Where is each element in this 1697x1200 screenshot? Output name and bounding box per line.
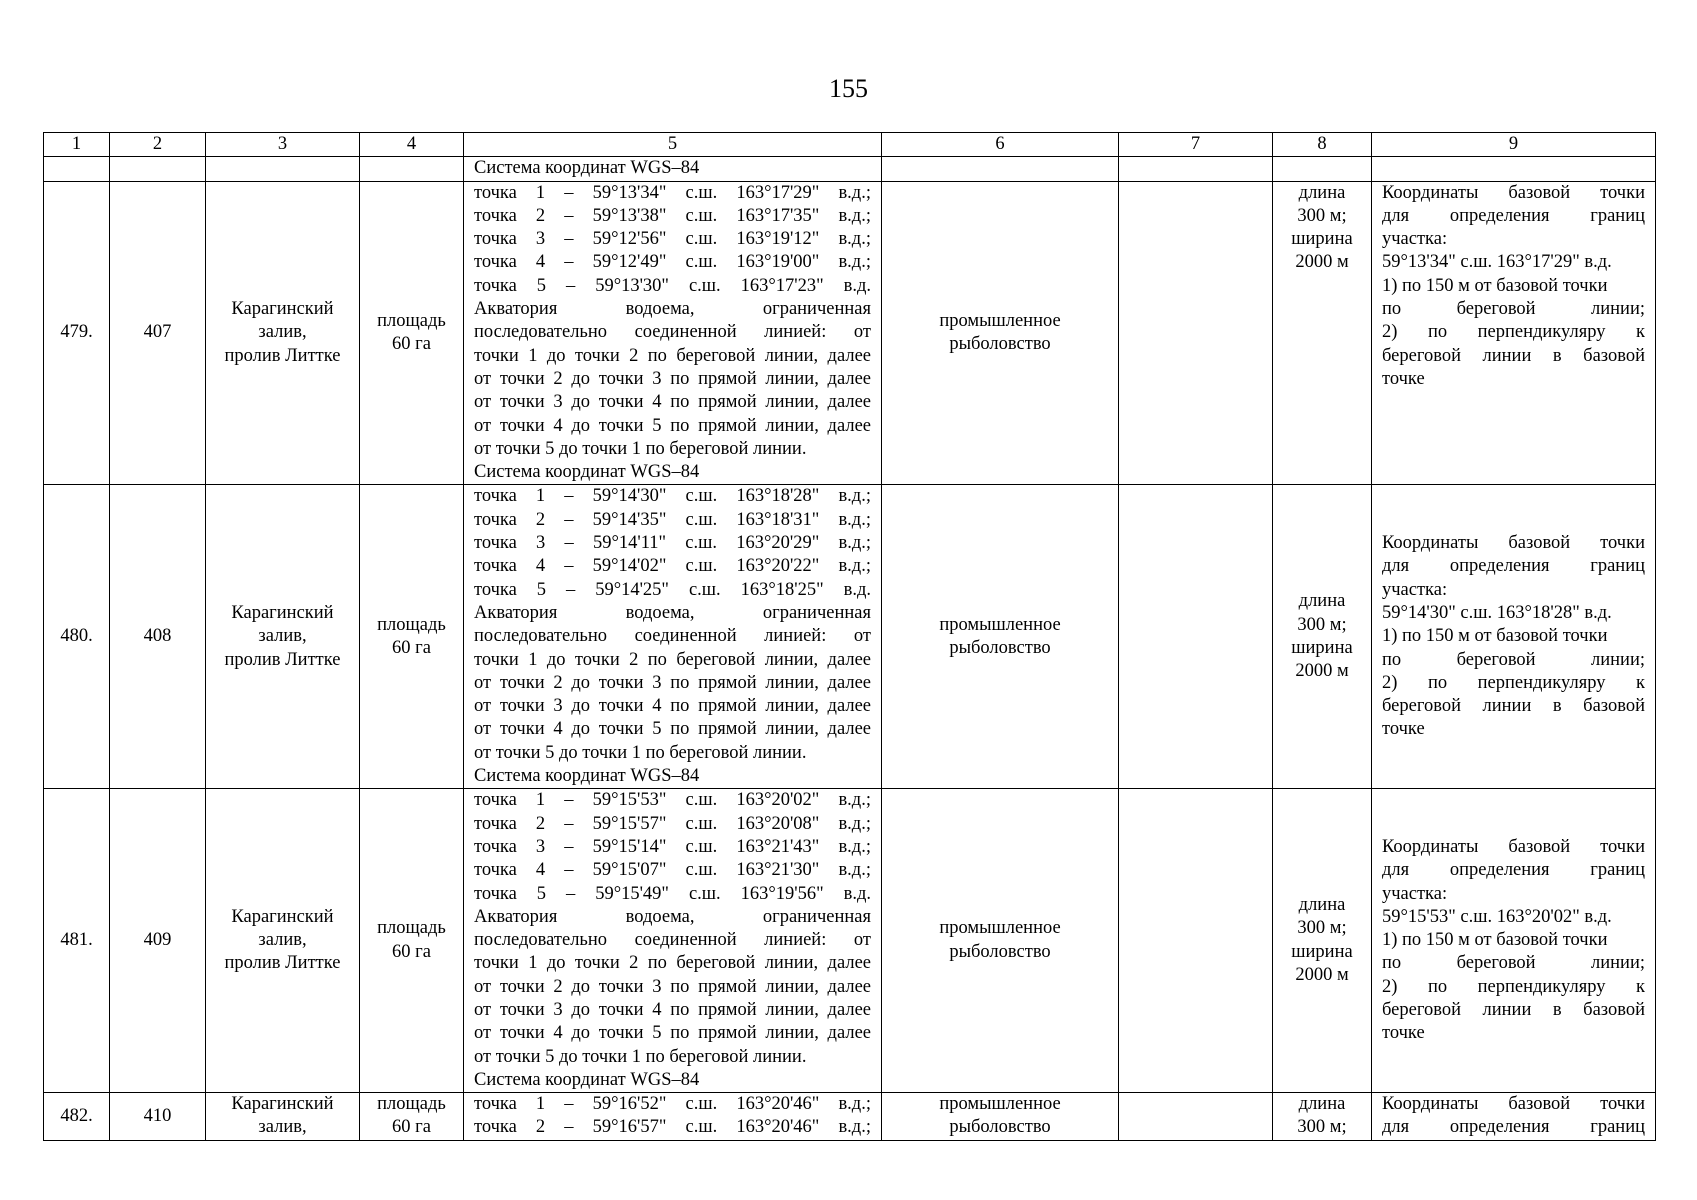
notes-line: участка: <box>1382 579 1448 600</box>
notes-line: 59°13'34" с.ш. 163°17'29" в.д. <box>1382 252 1612 273</box>
boundary-description-line: Акватория водоема, ограниченная <box>474 906 871 927</box>
location-cell <box>206 181 360 485</box>
boundary-description-line: от точки 3 до точки 4 по прямой линии, далее <box>474 696 871 717</box>
notes-line: 59°15'53" с.ш. 163°20'02" в.д. <box>1382 906 1612 927</box>
location-line: Карагинский <box>231 906 334 927</box>
usage-cell <box>882 181 1119 485</box>
location-line: залив, <box>258 322 307 343</box>
boundary-description-line: от точки 2 до точки 3 по прямой линии, далее <box>474 976 871 997</box>
boundary-description-line: от точки 3 до точки 4 по прямой линии, далее <box>474 999 871 1020</box>
empty-cell <box>44 157 110 181</box>
col-header-4: 4 <box>360 133 464 157</box>
table-row <box>44 789 1656 1093</box>
location-line: залив, <box>258 930 307 951</box>
col-header-8: 8 <box>1273 133 1372 157</box>
size-line: 300 м; <box>1297 614 1347 635</box>
col7-cell <box>1119 1093 1273 1141</box>
notes-cell <box>1372 485 1656 789</box>
boundary-description-line: от точки 5 до точки 1 по береговой линии. <box>474 742 807 763</box>
empty-cell <box>110 157 206 181</box>
boundary-cell <box>464 181 882 485</box>
usage-line: рыболовство <box>949 334 1051 355</box>
site-code: 408 <box>110 485 206 789</box>
location-line: пролив Литтке <box>224 953 341 974</box>
notes-line: 1) по 150 м от базовой точки <box>1382 930 1608 951</box>
size-line: длина <box>1298 895 1346 916</box>
area-cell <box>360 485 464 789</box>
area-line: площадь <box>377 1094 446 1115</box>
area-line: 60 га <box>392 1117 431 1138</box>
empty-cell <box>360 157 464 181</box>
size-line: 2000 м <box>1295 252 1349 273</box>
boundary-description-line: от точки 4 до точки 5 по прямой линии, далее <box>474 1023 871 1044</box>
boundary-description-line: последовательно соединенной линией: от <box>474 626 871 647</box>
notes-line: Координаты базовой точки <box>1382 533 1645 554</box>
coordinate-point: точка 2 – 59°14'35" с.ш. 163°18'31" в.д.; <box>474 509 871 530</box>
notes-line: 2) по перпендикуляру к <box>1382 976 1645 997</box>
notes-line: Координаты базовой точки <box>1382 836 1645 857</box>
area-cell <box>360 1093 464 1141</box>
boundary-description-line: Акватория водоема, ограниченная <box>474 299 871 320</box>
coordinate-point: точка 1 – 59°15'53" с.ш. 163°20'02" в.д.; <box>474 790 871 811</box>
size-line: ширина <box>1291 229 1353 250</box>
notes-cell <box>1372 181 1656 485</box>
site-code: 409 <box>110 789 206 1093</box>
area-cell <box>360 181 464 485</box>
usage-line: рыболовство <box>949 1117 1051 1138</box>
continuation-row <box>44 157 1656 181</box>
boundary-description-line: точки 1 до точки 2 по береговой линии, далее <box>474 345 871 366</box>
boundary-description-line: от точки 2 до точки 3 по прямой линии, далее <box>474 368 871 389</box>
coordinate-point: точка 4 – 59°14'02" с.ш. 163°20'22" в.д.; <box>474 556 871 577</box>
coordinate-point: точка 3 – 59°14'11" с.ш. 163°20'29" в.д.; <box>474 533 871 554</box>
col7-cell <box>1119 485 1273 789</box>
notes-line: для определения границ <box>1382 205 1645 226</box>
size-line: 300 м; <box>1297 205 1347 226</box>
col-header-9: 9 <box>1372 133 1656 157</box>
coordinate-point: точка 1 – 59°16'52" с.ш. 163°20'46" в.д.; <box>474 1094 871 1115</box>
usage-line: промышленное <box>939 918 1061 939</box>
location-cell <box>206 485 360 789</box>
boundary-description-line: от точки 4 до точки 5 по прямой линии, далее <box>474 415 871 436</box>
area-line: 60 га <box>392 941 431 962</box>
notes-line: 2) по перпендикуляру к <box>1382 672 1645 693</box>
empty-cell <box>1372 157 1656 181</box>
col-header-5: 5 <box>464 133 882 157</box>
boundary-description-line: от точки 5 до точки 1 по береговой линии. <box>474 1046 807 1067</box>
size-line: 2000 м <box>1295 965 1349 986</box>
col-header-2: 2 <box>110 133 206 157</box>
size-line: 300 м; <box>1297 1117 1347 1138</box>
col-header-6: 6 <box>882 133 1119 157</box>
boundary-description-line: Акватория водоема, ограниченная <box>474 602 871 623</box>
notes-cell <box>1372 789 1656 1093</box>
table-row <box>44 181 1656 485</box>
coordinate-point: точка 4 – 59°12'49" с.ш. 163°19'00" в.д.; <box>474 252 871 273</box>
notes-line: для определения границ <box>1382 860 1645 881</box>
coordinate-system-text: Система координат WGS–84 <box>474 462 700 483</box>
coordinate-point: точка 3 – 59°15'14" с.ш. 163°21'43" в.д.; <box>474 836 871 857</box>
notes-line: 1) по 150 м от базовой точки <box>1382 626 1608 647</box>
coordinate-point: точка 4 – 59°15'07" с.ш. 163°21'30" в.д.; <box>474 860 871 881</box>
coordinate-point: точка 5 – 59°13'30" с.ш. 163°17'23" в.д. <box>474 275 871 296</box>
empty-cell <box>882 157 1119 181</box>
notes-line: для определения границ <box>1382 556 1645 577</box>
boundary-cell <box>464 1093 882 1141</box>
row-number: 481. <box>44 789 110 1093</box>
size-cell <box>1273 1093 1372 1141</box>
notes-line: 1) по 150 м от базовой точки <box>1382 275 1608 296</box>
location-cell <box>206 789 360 1093</box>
usage-line: рыболовство <box>949 637 1051 658</box>
size-line: 2000 м <box>1295 661 1349 682</box>
usage-line: промышленное <box>939 1094 1061 1115</box>
location-line: залив, <box>258 626 307 647</box>
size-cell <box>1273 181 1372 485</box>
coordinate-point: точка 5 – 59°15'49" с.ш. 163°19'56" в.д. <box>474 883 871 904</box>
location-line: Карагинский <box>231 1094 334 1115</box>
empty-cell <box>1119 157 1273 181</box>
boundary-description-line: точки 1 до точки 2 по береговой линии, далее <box>474 649 871 670</box>
notes-line: 2) по перпендикуляру к <box>1382 322 1645 343</box>
table-row <box>44 1093 1656 1141</box>
notes-line: береговой линии в базовой <box>1382 345 1645 366</box>
coordinate-system-text: Система координат WGS–84 <box>474 766 700 787</box>
row-number: 479. <box>44 181 110 485</box>
area-line: площадь <box>377 614 446 635</box>
coordinate-point: точка 1 – 59°13'34" с.ш. 163°17'29" в.д.; <box>474 182 871 203</box>
usage-cell <box>882 1093 1119 1141</box>
col-header-7: 7 <box>1119 133 1273 157</box>
area-line: 60 га <box>392 637 431 658</box>
size-line: ширина <box>1291 637 1353 658</box>
notes-line: точке <box>1382 1023 1425 1044</box>
notes-line: береговой линии в базовой <box>1382 999 1645 1020</box>
notes-line: точке <box>1382 368 1425 389</box>
notes-line: для определения границ <box>1382 1117 1645 1138</box>
coordinate-point: точка 2 – 59°15'57" с.ш. 163°20'08" в.д.; <box>474 813 871 834</box>
notes-line: по береговой линии; <box>1382 299 1645 320</box>
usage-cell <box>882 485 1119 789</box>
usage-cell <box>882 789 1119 1093</box>
coordinate-point: точка 2 – 59°16'57" с.ш. 163°20'46" в.д.; <box>474 1117 871 1138</box>
location-line: залив, <box>258 1117 307 1138</box>
boundary-description-line: последовательно соединенной линией: от <box>474 930 871 951</box>
boundary-description-line: последовательно соединенной линией: от <box>474 322 871 343</box>
notes-line: по береговой линии; <box>1382 649 1645 670</box>
boundary-description-line: от точки 4 до точки 5 по прямой линии, далее <box>474 719 871 740</box>
coordinate-system-text: Система координат WGS–84 <box>474 1069 700 1090</box>
notes-line: Координаты базовой точки <box>1382 1094 1645 1115</box>
size-line: ширина <box>1291 941 1353 962</box>
notes-line: по береговой линии; <box>1382 953 1645 974</box>
location-line: пролив Литтке <box>224 649 341 670</box>
col-header-1: 1 <box>44 133 110 157</box>
location-line: пролив Литтке <box>224 345 341 366</box>
area-line: 60 га <box>392 334 431 355</box>
size-line: длина <box>1298 182 1346 203</box>
size-cell <box>1273 485 1372 789</box>
boundary-cell <box>464 789 882 1093</box>
col7-cell <box>1119 789 1273 1093</box>
table-row <box>44 485 1656 789</box>
boundary-description-line: точки 1 до точки 2 по береговой линии, далее <box>474 953 871 974</box>
usage-line: промышленное <box>939 310 1061 331</box>
site-code: 407 <box>110 181 206 485</box>
notes-line: Координаты базовой точки <box>1382 182 1645 203</box>
coordinate-system-text: Система координат WGS–84 <box>464 157 882 181</box>
area-line: площадь <box>377 310 446 331</box>
size-cell <box>1273 789 1372 1093</box>
row-number: 480. <box>44 485 110 789</box>
row-number: 482. <box>44 1093 110 1141</box>
size-line: длина <box>1298 591 1346 612</box>
location-line: Карагинский <box>231 299 334 320</box>
location-line: Карагинский <box>231 602 334 623</box>
col7-cell <box>1119 181 1273 485</box>
column-number-row <box>44 133 1656 157</box>
area-cell <box>360 789 464 1093</box>
notes-line: участка: <box>1382 229 1448 250</box>
size-line: длина <box>1298 1094 1346 1115</box>
usage-line: промышленное <box>939 614 1061 635</box>
site-code: 410 <box>110 1093 206 1141</box>
col-header-3: 3 <box>206 133 360 157</box>
coordinate-point: точка 2 – 59°13'38" с.ш. 163°17'35" в.д.; <box>474 205 871 226</box>
boundary-description-line: от точки 2 до точки 3 по прямой линии, далее <box>474 672 871 693</box>
notes-line: береговой линии в базовой <box>1382 696 1645 717</box>
empty-cell <box>206 157 360 181</box>
size-line: 300 м; <box>1297 918 1347 939</box>
notes-cell <box>1372 1093 1656 1141</box>
coordinate-point: точка 3 – 59°12'56" с.ш. 163°19'12" в.д.; <box>474 229 871 250</box>
boundary-cell <box>464 485 882 789</box>
registry-table <box>43 132 1656 1141</box>
boundary-description-line: от точки 3 до точки 4 по прямой линии, далее <box>474 392 871 413</box>
area-line: площадь <box>377 918 446 939</box>
boundary-description-line: от точки 5 до точки 1 по береговой линии. <box>474 438 807 459</box>
notes-line: участка: <box>1382 883 1448 904</box>
usage-line: рыболовство <box>949 941 1051 962</box>
coordinate-point: точка 1 – 59°14'30" с.ш. 163°18'28" в.д.; <box>474 486 871 507</box>
coordinate-point: точка 5 – 59°14'25" с.ш. 163°18'25" в.д. <box>474 579 871 600</box>
empty-cell <box>1273 157 1372 181</box>
location-cell <box>206 1093 360 1141</box>
notes-line: точке <box>1382 719 1425 740</box>
notes-line: 59°14'30" с.ш. 163°18'28" в.д. <box>1382 602 1612 623</box>
page-number: 155 <box>829 74 868 103</box>
